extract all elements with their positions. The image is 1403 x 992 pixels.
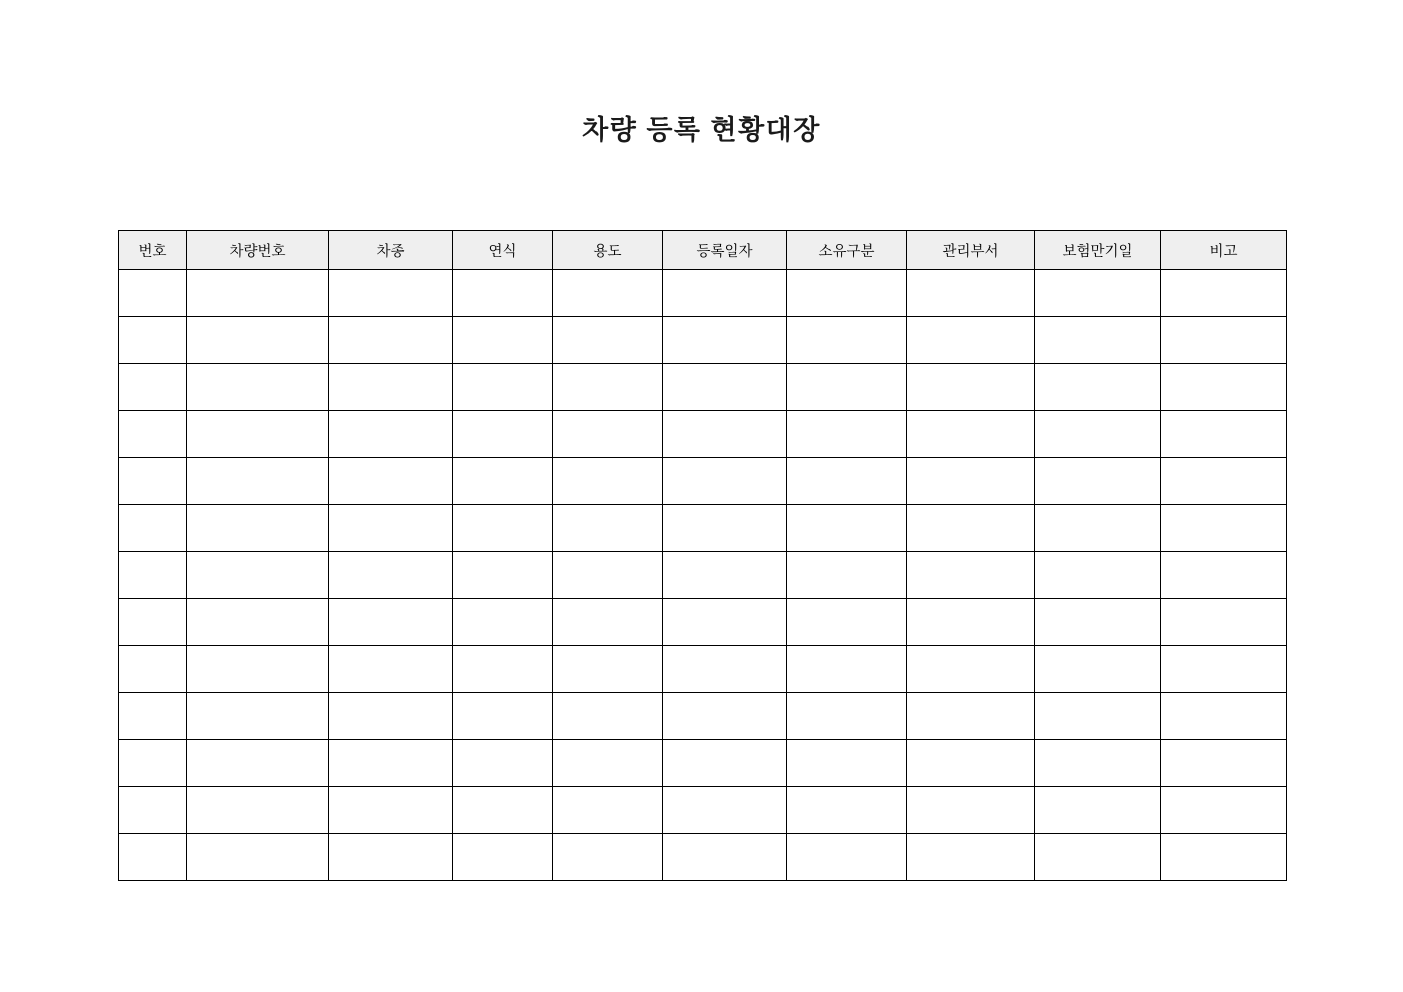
cell-owner[interactable] (787, 458, 907, 505)
column-header-note: 비고 (1161, 231, 1287, 270)
table-row (119, 458, 1287, 505)
cell-use[interactable] (553, 270, 663, 317)
cell-no[interactable] (119, 411, 187, 458)
table-row (119, 693, 1287, 740)
cell-plate[interactable] (187, 599, 329, 646)
cell-note[interactable] (1161, 552, 1287, 599)
table-row (119, 787, 1287, 834)
cell-regdate[interactable] (663, 693, 787, 740)
cell-year[interactable] (453, 740, 553, 787)
cell-note[interactable] (1161, 740, 1287, 787)
cell-owner[interactable] (787, 740, 907, 787)
cell-regdate[interactable] (663, 834, 787, 881)
vehicle-ledger-table (118, 230, 1287, 881)
cell-dept[interactable] (907, 740, 1035, 787)
cell-use[interactable] (553, 693, 663, 740)
cell-ins[interactable] (1035, 740, 1161, 787)
cell-regdate[interactable] (663, 599, 787, 646)
cell-regdate[interactable] (663, 364, 787, 411)
cell-ins[interactable] (1035, 552, 1161, 599)
cell-owner[interactable] (787, 317, 907, 364)
cell-use[interactable] (553, 552, 663, 599)
cell-plate[interactable] (187, 787, 329, 834)
cell-year[interactable] (453, 599, 553, 646)
cell-no[interactable] (119, 834, 187, 881)
cell-owner[interactable] (787, 552, 907, 599)
cell-note[interactable] (1161, 411, 1287, 458)
cell-type[interactable] (329, 317, 453, 364)
cell-dept[interactable] (907, 364, 1035, 411)
cell-plate[interactable] (187, 364, 329, 411)
cell-owner[interactable] (787, 646, 907, 693)
cell-type[interactable] (329, 505, 453, 552)
cell-plate[interactable] (187, 646, 329, 693)
cell-regdate[interactable] (663, 411, 787, 458)
cell-type[interactable] (329, 740, 453, 787)
cell-plate[interactable] (187, 740, 329, 787)
cell-note[interactable] (1161, 646, 1287, 693)
cell-owner[interactable] (787, 411, 907, 458)
cell-year[interactable] (453, 317, 553, 364)
cell-note[interactable] (1161, 599, 1287, 646)
column-header-plate: 차량번호 (187, 231, 329, 270)
cell-use[interactable] (553, 458, 663, 505)
column-header-type: 차종 (329, 231, 453, 270)
cell-note[interactable] (1161, 317, 1287, 364)
vehicle-ledger-table-container (118, 230, 1286, 881)
cell-dept[interactable] (907, 599, 1035, 646)
cell-no[interactable] (119, 646, 187, 693)
cell-owner[interactable] (787, 834, 907, 881)
cell-dept[interactable] (907, 317, 1035, 364)
cell-type[interactable] (329, 270, 453, 317)
cell-type[interactable] (329, 693, 453, 740)
cell-plate[interactable] (187, 552, 329, 599)
cell-regdate[interactable] (663, 646, 787, 693)
cell-dept[interactable] (907, 270, 1035, 317)
cell-owner[interactable] (787, 599, 907, 646)
cell-owner[interactable] (787, 505, 907, 552)
cell-plate[interactable] (187, 317, 329, 364)
cell-use[interactable] (553, 317, 663, 364)
table-row (119, 317, 1287, 364)
cell-plate[interactable] (187, 411, 329, 458)
cell-no[interactable] (119, 317, 187, 364)
table-row (119, 364, 1287, 411)
cell-type[interactable] (329, 364, 453, 411)
cell-dept[interactable] (907, 693, 1035, 740)
column-header-ins: 보험만기일 (1035, 231, 1161, 270)
table-row (119, 270, 1287, 317)
table-row (119, 411, 1287, 458)
table-header-row (119, 231, 1287, 270)
cell-year[interactable] (453, 552, 553, 599)
cell-ins[interactable] (1035, 599, 1161, 646)
table-row (119, 599, 1287, 646)
cell-note[interactable] (1161, 505, 1287, 552)
cell-use[interactable] (553, 646, 663, 693)
cell-dept[interactable] (907, 787, 1035, 834)
cell-plate[interactable] (187, 458, 329, 505)
cell-no[interactable] (119, 599, 187, 646)
table-row (119, 552, 1287, 599)
cell-ins[interactable] (1035, 364, 1161, 411)
column-header-owner: 소유구분 (787, 231, 907, 270)
cell-note[interactable] (1161, 364, 1287, 411)
cell-note[interactable] (1161, 458, 1287, 505)
cell-owner[interactable] (787, 787, 907, 834)
cell-year[interactable] (453, 834, 553, 881)
cell-use[interactable] (553, 599, 663, 646)
cell-dept[interactable] (907, 411, 1035, 458)
cell-regdate[interactable] (663, 505, 787, 552)
cell-year[interactable] (453, 693, 553, 740)
cell-regdate[interactable] (663, 458, 787, 505)
cell-ins[interactable] (1035, 834, 1161, 881)
cell-ins[interactable] (1035, 317, 1161, 364)
column-header-no: 번호 (119, 231, 187, 270)
cell-ins[interactable] (1035, 693, 1161, 740)
table-row (119, 505, 1287, 552)
cell-year[interactable] (453, 646, 553, 693)
column-header-year: 연식 (453, 231, 553, 270)
cell-no[interactable] (119, 740, 187, 787)
cell-no[interactable] (119, 693, 187, 740)
cell-type[interactable] (329, 411, 453, 458)
cell-no[interactable] (119, 787, 187, 834)
cell-year[interactable] (453, 505, 553, 552)
cell-regdate[interactable] (663, 270, 787, 317)
cell-note[interactable] (1161, 834, 1287, 881)
cell-no[interactable] (119, 364, 187, 411)
cell-year[interactable] (453, 270, 553, 317)
cell-plate[interactable] (187, 270, 329, 317)
cell-year[interactable] (453, 364, 553, 411)
cell-dept[interactable] (907, 458, 1035, 505)
cell-ins[interactable] (1035, 787, 1161, 834)
column-header-dept: 관리부서 (907, 231, 1035, 270)
cell-regdate[interactable] (663, 787, 787, 834)
cell-note[interactable] (1161, 270, 1287, 317)
cell-year[interactable] (453, 458, 553, 505)
cell-owner[interactable] (787, 270, 907, 317)
cell-plate[interactable] (187, 693, 329, 740)
cell-dept[interactable] (907, 505, 1035, 552)
cell-no[interactable] (119, 270, 187, 317)
table-row (119, 740, 1287, 787)
cell-plate[interactable] (187, 834, 329, 881)
cell-regdate[interactable] (663, 740, 787, 787)
cell-type[interactable] (329, 646, 453, 693)
cell-ins[interactable] (1035, 411, 1161, 458)
table-header (119, 231, 1287, 270)
cell-use[interactable] (553, 740, 663, 787)
cell-dept[interactable] (907, 552, 1035, 599)
cell-ins[interactable] (1035, 458, 1161, 505)
page-title: 차량 등록 현황대장 (582, 115, 821, 145)
cell-type[interactable] (329, 834, 453, 881)
cell-dept[interactable] (907, 834, 1035, 881)
cell-year[interactable] (453, 787, 553, 834)
cell-note[interactable] (1161, 787, 1287, 834)
cell-type[interactable] (329, 787, 453, 834)
table-body (119, 270, 1287, 881)
cell-no[interactable] (119, 458, 187, 505)
column-header-use: 용도 (553, 231, 663, 270)
cell-dept[interactable] (907, 646, 1035, 693)
cell-type[interactable] (329, 458, 453, 505)
cell-use[interactable] (553, 411, 663, 458)
cell-owner[interactable] (787, 693, 907, 740)
cell-ins[interactable] (1035, 270, 1161, 317)
cell-owner[interactable] (787, 364, 907, 411)
cell-ins[interactable] (1035, 646, 1161, 693)
cell-no[interactable] (119, 552, 187, 599)
column-header-regdate: 등록일자 (663, 231, 787, 270)
cell-use[interactable] (553, 364, 663, 411)
table-row (119, 646, 1287, 693)
cell-regdate[interactable] (663, 317, 787, 364)
table-row (119, 834, 1287, 881)
cell-year[interactable] (453, 411, 553, 458)
cell-no[interactable] (119, 505, 187, 552)
cell-note[interactable] (1161, 693, 1287, 740)
cell-type[interactable] (329, 552, 453, 599)
cell-regdate[interactable] (663, 552, 787, 599)
cell-plate[interactable] (187, 505, 329, 552)
cell-use[interactable] (553, 834, 663, 881)
cell-use[interactable] (553, 787, 663, 834)
cell-type[interactable] (329, 599, 453, 646)
cell-ins[interactable] (1035, 505, 1161, 552)
cell-use[interactable] (553, 505, 663, 552)
